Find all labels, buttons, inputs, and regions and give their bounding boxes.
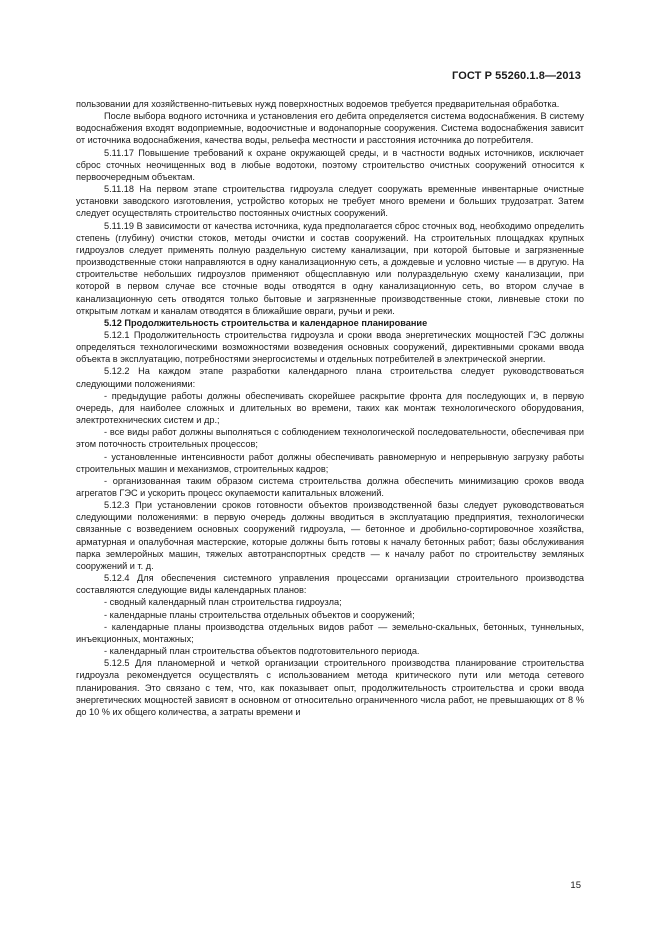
paragraph: 5.12.2 На каждом этапе разработки календарного плана строительства следует руководствоваться следующими положениями: <box>76 366 584 389</box>
list-item: - сводный календарный план строительства гидроузла; <box>104 597 342 608</box>
list-item: - календарный план строительства объектов подготовительного периода. <box>104 646 420 657</box>
list-item: - все виды работ должны выполняться с соблюдением технологической последовательности, обеспечивая при этом поточность строительных процессов; <box>76 427 584 450</box>
paragraph: 5.12.1 Продолжительность строительства гидроузла и сроки ввода энергетических мощностей ГЭС должны определяться технологическими возможностями возведения основных сооружений, директивными сроками ввода объекта в эксплуатацию, потребностями энергосистемы и отдельных потребителей в электрической энергии. <box>76 329 584 365</box>
document-header: ГОСТ Р 55260.1.8—2013 <box>452 70 581 82</box>
list-item: - установленные интенсивности работ должны обеспечивать равномерную и непрерывную загрузку работы строительных машин и механизмов, строительных кадров; <box>76 451 584 474</box>
section-heading: 5.12 Продолжительность строительства и календарное планирование <box>104 317 428 328</box>
document-body <box>76 98 584 718</box>
paragraph: 5.12.3 При установлении сроков готовности объектов производственной базы следует руководствоваться следующими положениями: в первую очередь должны вводиться в эксплуатацию предприятия, технологически связанные с возведением основных сооружений гидроузла, — бетонное и дробильно-сортировочное хозяйства, арматурная и опалубочная мастерские, которые должны быть готовы к началу бетонных работ; базы обслуживания парка землеройных машин, тяжелых автотранспортных средств — к началу работ по строительству земляных сооружений и т. д. <box>76 500 584 571</box>
paragraph: пользовании для хозяйственно-питьевых нужд поверхностных водоемов требуется предварительная обработка. <box>76 99 560 109</box>
paragraph: 5.12.5 Для планомерной и четкой организации строительного производства планирование строительства гидроузла рекомендуется осуществлять с использованием метода критического пути или метода сетевого планирования. Это связано с тем, что, как показывает опыт, продолжительность строительства и сроки ввода энергетических мощностей зависят в основном от относительно ограниченного числа работ, не превышающих от 8 % до 10 % их общего количества, а затраты времени и <box>76 658 584 717</box>
paragraph: 5.12.4 Для обеспечения системного управления процессами организации строительного производства составляются следующие виды календарных планов: <box>76 573 584 596</box>
list-item: - предыдущие работы должны обеспечивать скорейшее раскрытие фронта для последующих и, в первую очередь, для наиболее сложных и длительных во времени, таких как монтаж технологического оборудования, электротехнических систем и др.; <box>76 390 584 426</box>
list-item: - календарные планы производства отдельных видов работ — земельно-скальных, бетонных, туннельных, инъекционных, монтажных; <box>76 621 584 644</box>
paragraph: 5.11.17 Повышение требований к охране окружающей среды, и в частности водных источников, исключает сброс сточных неочищенных вод в любые водотоки, поэтому строительство очистных сооружений относится к первоочередным объектам. <box>76 147 584 182</box>
paragraph: 5.11.19 В зависимости от качества источника, куда предполагается сброс сточных вод, необходимо определить степень (глубину) очистки стоков, методы очистки и состав сооружений. На строительных площадках крупных гидроузлов следует применять полную раздельную систему канализации, при которой бытовые и загрязненные производственные стоки направляются в одну канализационную сеть, а дождевые и условно чистые — в другую. На строительстве небольших гидроузлов применяют общесплавную или полураздельную схему канализации, при которой в первом случае все сточные воды отводятся в одну канализационную сеть, во втором случае в канализационную сеть отводятся только бытовые и загрязненные производственные стоки, ливневые стоки по открытым лоткам и каналам отводятся в ближайшие овраги, ручьи и реки. <box>76 220 584 316</box>
list-item: - календарные планы строительства отдельных объектов и сооружений; <box>104 609 415 620</box>
paragraph: После выбора водного источника и установления его дебита определяется система водоснабжения. В систему водоснабжения входят водоприемные, водоочистные и водонапорные сооружения. Система водоснабжения зависит от источника водоснабжения, качества воды, рельефа местности и расстояния источника до потребителя. <box>76 111 584 146</box>
page-number: 15 <box>570 880 581 891</box>
list-item: - организованная таким образом система строительства должна обеспечить минимизацию сроков ввода агрегатов ГЭС и ускорить процесс окупаемости капитальных вложений. <box>76 475 584 498</box>
paragraph: 5.11.18 На первом этапе строительства гидроузла следует сооружать временные инвентарные очистные установки заводского изготовления, устройство которых не требует много времени и больших трудозатрат. Затем следует осуществлять строительство постоянных очистных сооружений. <box>76 184 584 219</box>
